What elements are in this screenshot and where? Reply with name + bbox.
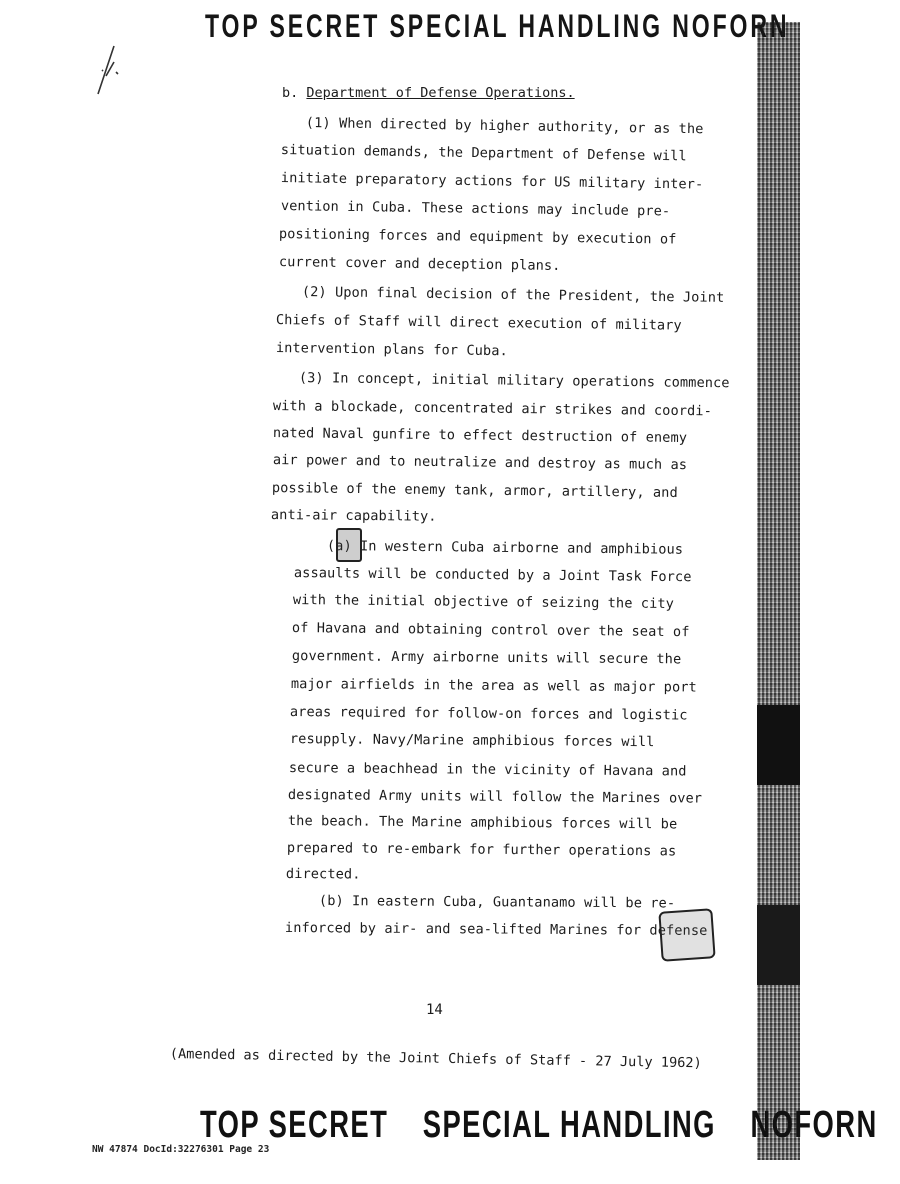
body-line: (3) In concept, initial military operations commence [298,370,730,392]
body-line: with a blockade, concentrated air strikes and coordi- [272,398,713,420]
margin-pen-mark [92,42,132,102]
body-line: resupply. Navy/Marine amphibious forces will [289,731,655,751]
body-line: nated Naval gunfire to effect destruction of enemy [272,425,688,447]
body-line: initiate preparatory actions for US military inter- [280,170,704,193]
body-line: designated Army units will follow the Marines over [287,787,703,807]
body-line: air power and to neutralize and destroy as much as [272,452,688,474]
banner-top-secret: TOP SECRET [200,1104,389,1146]
page-number: 14 [426,1002,443,1018]
body-line: assaults will be conducted by a Joint Task Force [293,565,692,586]
body-line: (1) When directed by higher authority, or as the [305,115,704,138]
document-id: NW 47874 DocId:32276301 Page 23 [92,1144,270,1155]
redaction-stamp [658,908,715,962]
body-line: inforced by air- and sea-lifted Marines for defense [284,920,708,939]
body-line: intervention plans for Cuba. [275,340,508,360]
body-line: with the initial objective of seizing the city [292,592,675,612]
scan-edge-dark-block [757,905,800,985]
section-title: Department of Defense Operations. [306,85,575,101]
body-line: major airfields in the area as well as major port [290,676,697,696]
body-line: Chiefs of Staff will direct execution of military [275,312,682,334]
body-line: government. Army airborne units will secure the [291,648,682,668]
banner-special-handling: SPECIAL HANDLING [422,1104,716,1146]
banner-noforn: NOFORN [750,1104,878,1146]
body-line: current cover and deception plans. [278,254,561,274]
body-line: (a) In western Cuba airborne and amphibious [326,538,684,558]
body-line: of Havana and obtaining control over the seat of [291,620,690,641]
top-classification-banner [205,8,790,50]
body-line: possible of the enemy tank, armor, artillery, and [271,480,678,501]
top-banner-text: TOP SECRET SPECIAL HANDLING NOFORN [205,8,790,44]
body-line: positioning forces and equipment by execution of [278,226,677,248]
section-heading [282,85,575,101]
body-line: secure a beachhead in the vicinity of Havana and [288,760,687,780]
body-line: prepared to re-embark for further operations as [286,840,677,860]
body-line: situation demands, the Department of Defense will [280,142,687,165]
body-line: areas required for follow-on forces and logistic [289,704,688,724]
body-line: directed. [285,866,361,883]
body-line: (b) In eastern Cuba, Guantanamo will be re- [318,893,676,912]
section-label: b. [282,85,299,101]
bottom-classification-banner [200,1104,878,1147]
body-line: the beach. The Marine amphibious forces will be [287,813,678,833]
amendment-note: (Amended as directed by the Joint Chiefs of Staff - 27 July 1962) [169,1046,702,1072]
scan-edge-dark-block [757,705,800,785]
redaction-stamp [336,528,362,562]
body-line: (2) Upon final decision of the President, the Joint [301,284,725,306]
body-line: vention in Cuba. These actions may include pre- [280,198,671,220]
scanned-page-edge [757,22,800,1160]
body-line: anti-air capability. [270,507,437,525]
